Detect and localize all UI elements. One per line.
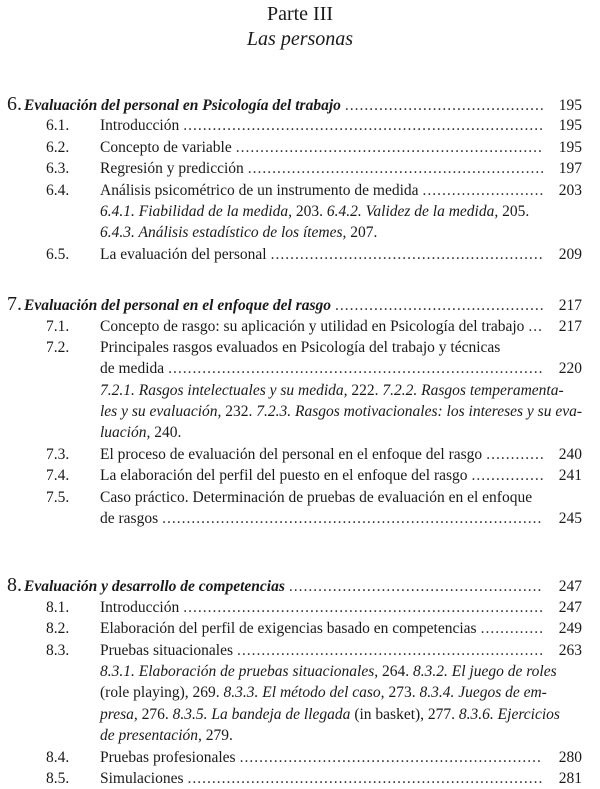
page-number: 217 [558, 317, 582, 335]
section-entry[interactable] [0, 316, 600, 337]
chapter-title: Evaluación y desarrollo de competencias [24, 578, 285, 596]
entry-text [100, 401, 582, 422]
text-segment: Concepto de rasgo: su aplicación y utilidad en Psicología del trabajo [100, 317, 525, 335]
entry-text [100, 508, 158, 529]
section-number: 6.5. [46, 245, 70, 263]
text-segment: 7.2.2. Rasgos temperamenta- [382, 381, 564, 399]
page-number: 240 [558, 445, 582, 463]
dot-leader: ............ [486, 445, 545, 463]
section-number: 7.3. [46, 445, 70, 463]
text-segment: Caso práctico. Determinación de pruebas de evaluación en el enfoque [100, 488, 533, 506]
page-number: 247 [558, 598, 582, 616]
dot-leader: ... [528, 317, 544, 335]
section-number: 7.1. [46, 317, 70, 335]
page-number: 203 [558, 181, 582, 199]
dot-leader: ............. [480, 620, 544, 638]
page-number: 247 [558, 578, 582, 596]
entry-text [100, 768, 184, 789]
section-entry[interactable] [0, 597, 600, 618]
entry-text [100, 201, 529, 222]
section-entry[interactable] [0, 137, 600, 158]
page-number: 245 [558, 510, 582, 528]
section-number: 8.5. [46, 769, 70, 787]
text-segment: Elaboración del perfil de exigencias basado en competencias [100, 620, 477, 638]
text-segment: 6.4.3. Análisis estadístico de los ítemes, [100, 224, 347, 242]
subsection-line [0, 422, 600, 443]
subsection-line [0, 201, 600, 222]
entry-text [100, 358, 164, 379]
text-segment: de rasgos [100, 510, 159, 528]
page-number: 280 [558, 748, 582, 766]
entry-text [100, 682, 547, 703]
subsection-line [0, 508, 600, 529]
dot-leader: ............... [471, 467, 545, 485]
text-segment: La evaluación del personal [100, 245, 267, 263]
page-number: 209 [558, 245, 582, 263]
chapter-number: 8. [7, 574, 22, 597]
section-entry[interactable] [0, 337, 600, 358]
text-segment: de medida [100, 360, 165, 378]
page-number: 241 [558, 467, 582, 485]
entry-text [100, 487, 532, 508]
section-entry[interactable] [0, 747, 600, 768]
text-segment: presa, [100, 705, 138, 723]
text-segment: Análisis psicométrico de un instrumento de medida [100, 181, 419, 199]
section-entry[interactable] [0, 180, 600, 201]
text-segment: Introducción [100, 117, 180, 135]
entry-text [100, 640, 233, 661]
section-entry[interactable] [0, 158, 600, 179]
text-segment: 205. [498, 202, 530, 220]
text-segment: 276. [137, 705, 173, 723]
dot-leader: ........................................... [334, 297, 545, 315]
text-segment: 264. [378, 662, 413, 680]
text-segment: (role playing), 269. [100, 684, 224, 702]
section-entry[interactable] [0, 244, 600, 265]
chapter-number: 6. [7, 93, 22, 115]
text-segment: Introducción [100, 598, 180, 616]
text-segment: Pruebas situacionales [100, 641, 234, 659]
text-segment: 222. [347, 381, 383, 399]
text-segment: 8.3.3. El método del caso, [223, 684, 385, 702]
dot-leader: .......................................................................... [183, 598, 544, 616]
entry-text [100, 222, 377, 243]
entry-text [100, 597, 179, 618]
text-segment: El proceso de evaluación del personal en el enfoque del rasgo [100, 445, 483, 463]
entry-text [100, 158, 244, 179]
dot-leader: ............................................................... [237, 641, 545, 659]
text-segment: 7.2.3. Rasgos motivacionales: los intereses y su eva- [256, 403, 582, 421]
section-number: 7.4. [46, 467, 70, 485]
subsection-line [0, 222, 600, 243]
section-number: 6.4. [46, 181, 70, 199]
page-number: 263 [558, 641, 582, 659]
chapter-title: Evaluación del personal en Psicología del trabajo [24, 97, 341, 114]
section-entry[interactable] [0, 640, 600, 661]
text-segment: 203. [292, 202, 327, 220]
text-segment: 207. [346, 224, 378, 242]
section-number: 8.2. [46, 620, 70, 638]
entry-text [100, 380, 564, 401]
subsection-line [0, 380, 600, 401]
chapter-entry[interactable] [0, 294, 600, 315]
text-segment: 8.3.1. Elaboración de pruebas situacionales, [100, 662, 379, 680]
subsection-line [0, 661, 600, 682]
dot-leader: ............................................................. [247, 160, 546, 178]
part-title: Parte III [266, 3, 334, 25]
page-number: 197 [558, 160, 582, 178]
section-entry[interactable] [0, 115, 600, 136]
text-segment: 6.4.2. Validez de la medida, [326, 202, 499, 220]
subsection-line [0, 358, 600, 379]
dot-leader: .......................................................................... [183, 117, 544, 135]
text-segment: 6.4.1. Fiabilidad de la medida, [100, 202, 293, 220]
subsection-line [0, 401, 600, 422]
text-segment: de presentación, [100, 727, 202, 745]
table-of-contents [0, 94, 600, 789]
dot-leader: .............................................................................. [162, 510, 543, 528]
dot-leader: ......................................... [344, 97, 545, 114]
entry-text [100, 704, 560, 725]
entry-text [100, 661, 557, 682]
entry-text [100, 244, 267, 265]
section-entry[interactable] [0, 465, 600, 486]
chapter-spacer [0, 529, 600, 575]
entry-text [100, 618, 477, 639]
entry-text [100, 180, 419, 201]
dot-leader: ........................................................ [270, 245, 544, 263]
subsection-line [0, 682, 600, 703]
dot-leader: ............................................................... [235, 138, 543, 156]
text-segment: 232. [221, 403, 257, 421]
text-segment: Simulaciones [100, 769, 184, 787]
dot-leader: ......................... [422, 181, 545, 199]
text-segment: Pruebas profesionales [100, 748, 236, 766]
entry-text [100, 115, 179, 136]
page-number: 195 [558, 138, 582, 156]
entry-text [100, 422, 181, 443]
text-segment: (in basket), 277. [350, 705, 459, 723]
section-number: 7.5. [46, 488, 70, 506]
section-entry[interactable] [0, 487, 600, 508]
section-number: 6.3. [46, 160, 70, 178]
entry-text [100, 137, 232, 158]
text-segment: Regresión y predicción [100, 160, 244, 178]
text-segment: les y su evaluación, [100, 403, 222, 421]
page-number: 195 [558, 97, 582, 114]
entry-text [100, 316, 524, 337]
section-entry[interactable] [0, 768, 600, 789]
chapter-title: Evaluación del personal en el enfoque del rasgo [24, 297, 331, 315]
section-entry[interactable] [0, 618, 600, 639]
entry-text [100, 465, 468, 486]
text-segment: La elaboración del perfil del puesto en el enfoque del rasgo [100, 467, 468, 485]
subsection-line [0, 704, 600, 725]
entry-text [100, 337, 500, 358]
text-segment: Concepto de variable [100, 138, 232, 156]
section-number: 8.3. [46, 641, 70, 659]
entry-text [100, 725, 233, 746]
page-number: 195 [558, 117, 582, 135]
dot-leader: ............................................................................. [168, 360, 544, 378]
text-segment: 7.2.1. Rasgos intelectuales y su medida, [100, 381, 348, 399]
section-number: 8.1. [46, 598, 70, 616]
section-number: 7.2. [46, 338, 70, 356]
text-segment: 279. [201, 727, 233, 745]
page-number: 249 [558, 620, 582, 638]
chapter-entry[interactable] [0, 94, 600, 115]
text-segment: 8.3.2. El juego de roles [413, 662, 557, 680]
section-number: 6.2. [46, 138, 70, 156]
part-subtitle: Las personas [246, 28, 354, 50]
text-segment: 8.3.6. Ejercicios [458, 705, 560, 723]
text-segment: luación, [100, 424, 151, 442]
subsection-line [0, 725, 600, 746]
page-number: 220 [558, 360, 582, 378]
text-segment: 8.3.4. Juegos de em- [419, 684, 547, 702]
dot-leader: .................................................... [288, 578, 543, 596]
chapter-spacer [0, 265, 600, 294]
entry-text [100, 747, 236, 768]
entry-text [100, 444, 482, 465]
chapter-entry[interactable] [0, 575, 600, 596]
text-segment: Principales rasgos evaluados en Psicología del trabajo y técnicas [100, 338, 501, 356]
section-number: 8.4. [46, 748, 70, 766]
section-number: 6.1. [46, 117, 70, 135]
chapter-number: 7. [7, 293, 22, 316]
text-segment: 273. [384, 684, 420, 702]
page-number: 217 [558, 297, 582, 315]
text-segment: 240. [150, 424, 182, 442]
dot-leader: ......................................................................... [187, 769, 544, 787]
text-segment: 8.3.5. La bandeja de llegada [172, 705, 351, 723]
section-entry[interactable] [0, 444, 600, 465]
page-number: 281 [558, 769, 582, 787]
dot-leader: .............................................................. [239, 748, 542, 766]
